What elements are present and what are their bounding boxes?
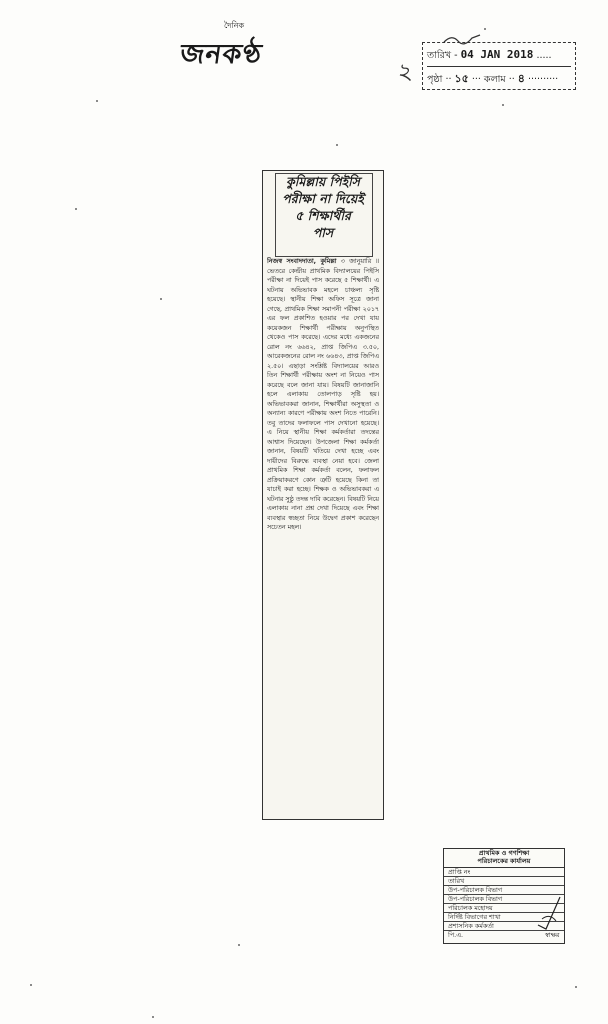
scan-speck — [96, 100, 98, 102]
office-stamp-row: উপ-পরিচালক বিভাগ — [444, 895, 564, 904]
office-stamp-header — [444, 849, 564, 868]
headline-line: কুমিল্লায় পিইসি — [286, 174, 360, 189]
stamp-page-label: পৃষ্ঠা — [427, 74, 443, 85]
newspaper-masthead — [180, 20, 290, 80]
scan-speck — [336, 144, 338, 146]
headline-line: ৫ শিক্ষার্থীর — [295, 208, 351, 223]
stamp-page-value: ১৫ — [454, 72, 469, 85]
scan-speck — [152, 1016, 154, 1018]
scan-speck — [575, 986, 577, 988]
office-stamp-row: নির্দিষ্ট বিভাগের শাখা — [444, 913, 564, 922]
office-stamp-signature-label: স্বাক্ষর — [545, 931, 560, 939]
scan-speck — [484, 28, 486, 30]
office-stamp-row: প্রশাসনিক কর্মকর্তা — [444, 922, 564, 931]
masthead-label: দৈনিক — [224, 21, 245, 30]
stamp-date-label: তারিখ — [427, 50, 452, 61]
headline-line: পাস — [312, 225, 334, 240]
article-body — [267, 257, 379, 813]
stamp-column-label: কলাম — [483, 74, 506, 85]
headline-line: পরীক্ষা না দিয়েই — [282, 191, 364, 206]
scan-speck — [238, 944, 240, 946]
date-stamp — [422, 42, 576, 90]
signature-scribble-icon — [536, 895, 562, 931]
scan-speck — [30, 984, 32, 986]
stamp-date-value: 04 JAN 2018 — [460, 48, 534, 61]
news-clipping — [262, 170, 384, 820]
article-dateline: নিজস্ব সংবাদদাতা, কুমিল্লা — [267, 258, 337, 265]
stamp-column-value: ৪ — [517, 72, 525, 85]
stamp-date-row: তারিখ - 04 JAN 2018 ..... — [427, 48, 552, 61]
stamp-page-row: পৃষ্ঠা ·· ১৫ ··· কলাম ·· ৪ ·········· — [427, 72, 559, 85]
article-headline — [275, 173, 371, 241]
scan-speck — [75, 208, 77, 210]
office-stamp-header-line: প্রাথমিক ও গণশিক্ষা — [478, 849, 530, 857]
office-stamp-row: উপ-পরিচালক বিভাগ — [444, 886, 564, 895]
office-stamp-row: পরিচালক মহোদয় — [444, 904, 564, 913]
article-body-text: ৩ জানুয়ারি ॥ ভেতরে কেন্দ্রীয় প্রাথমিক বিদ্যালয়ের পিইসি পরীক্ষা না দিয়েই পাস করেছে ৫ শিক্ষার্থী। এ ঘটনায় অভিভাবক মহলে চাঞ্চল্য সৃষ্টি হয়েছে। স্থানীয় শিক্ষা অফিস সূত্রে জানা গেছে, প্রাথমিক শিক্ষা সমাপনী পরীক্ষা ২০১৭ এর ফল প্রকাশিত হওয়ার পর দেখা যায় কয়েকজন শিক্ষার্থী পরীক্ষায় অনুপস্থিত থেকেও পাস করেছে। এদের মধ্যে একজনের রোল নং ৬৬৪২, প্রাপ্ত জিপিএ ৩.৫০, আরেকজনের রোল নং ৬৬৪৩, প্রাপ্ত জিপিএ ২.৫০। এছাড়া সংশ্লিষ্ট বিদ্যালয়ের আরও তিন শিক্ষার্থী পরীক্ষায় অংশ না নিয়েও পাস করেছে বলে জানা যায়। বিষয়টি জানাজানি হলে এলাকায় তোলপাড় সৃষ্টি হয়। অভিভাবকরা জানান, শিক্ষার্থীরা অসুস্থতা ও অন্যান্য কারণে পরীক্ষায় অংশ নিতে পারেনি। তবু তাদের ফলাফলে পাস দেখানো হয়েছে। এ নিয়ে স্থানীয় শিক্ষা কর্মকর্তারা তদন্তের আশ্বাস দিয়েছেন। উপজেলা শিক্ষা কর্মকর্তা জানান, বিষয়টি খতিয়ে দেখা হচ্ছে এবং দায়ীদের বিরুদ্ধে ব্যবস্থা নেয়া হবে। জেলা প্রাথমিক শিক্ষা কর্মকর্তা বলেন, ফলাফল প্রক্রিয়াকরণে কোন ত্রুটি হয়েছে কিনা তা যাচাই করা হচ্ছে। শিক্ষক ও অভিভাবকরা এ ঘটনার সুষ্ঠু তদন্ত দাবি করেছেন। বিষয়টি নিয়ে এলাকায় নানা প্রশ্ন দেখা দিয়েছে এবং শিক্ষা ব্যবস্থার স্বচ্ছতা নিয়ে উদ্বেগ প্রকাশ করেছেন সচেতন মহল। — [267, 258, 379, 531]
stamp-divider — [427, 66, 571, 67]
office-stamp-row: প্রাপ্তি নং — [444, 868, 564, 877]
handwritten-mark: ২ — [392, 56, 415, 88]
office-stamp-header-line: পরিচালকের কার্যালয় — [477, 857, 531, 865]
office-stamp-row: পি.এ. — [448, 931, 464, 939]
newspaper-name: জনকণ্ঠ — [178, 39, 265, 70]
scan-speck — [502, 104, 504, 106]
scan-speck — [160, 298, 162, 300]
office-stamp-row: তারিখ — [444, 877, 564, 886]
